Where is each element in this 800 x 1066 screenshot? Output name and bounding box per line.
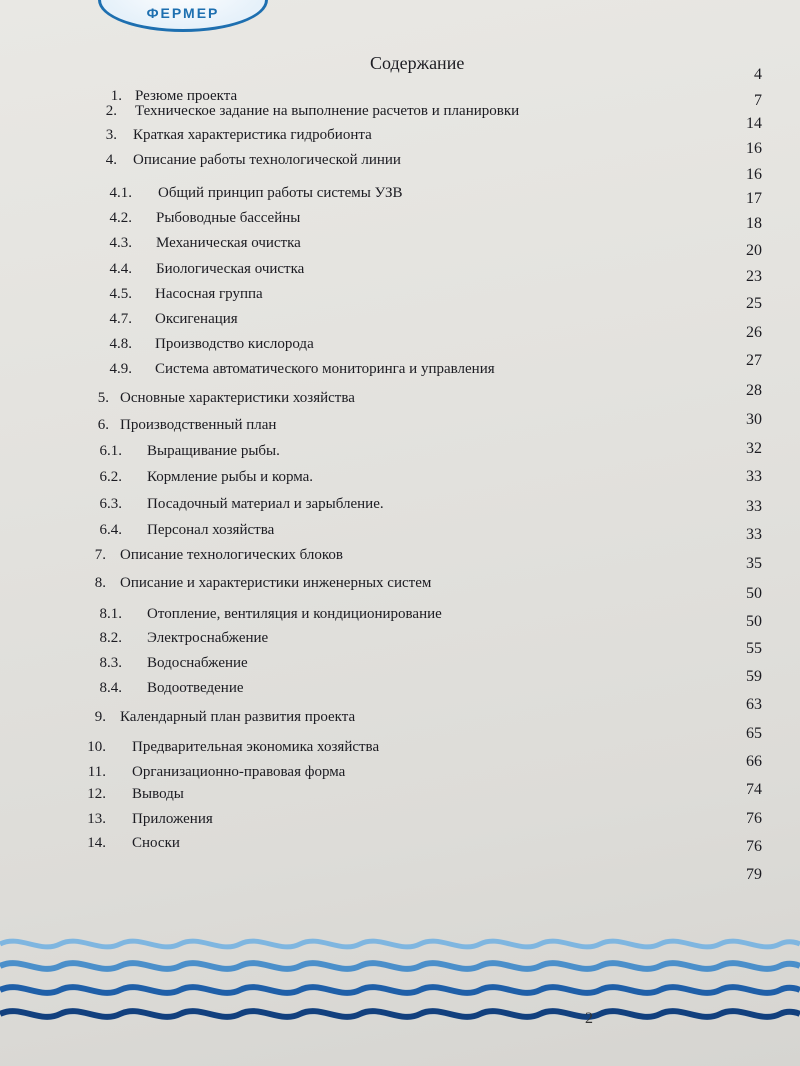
toc-entry-title: Производство кислорода: [155, 336, 314, 352]
toc-entry-title: Резюме проекта: [135, 88, 238, 104]
toc-entry-number: 5.: [97, 390, 109, 406]
toc-page-number: 7: [754, 92, 762, 109]
toc-entry-title: Кормление рыбы и корма.: [147, 469, 314, 485]
toc-entry-number: 4.8.: [109, 336, 132, 352]
toc-entry-number: 4.2.: [109, 210, 132, 226]
farmer-logo: [98, 0, 268, 32]
toc-entry-title: Описание работы технологической линии: [133, 152, 401, 168]
toc-entry-number: 7.: [94, 547, 106, 563]
toc-page-number: 23: [746, 268, 762, 285]
toc-entry-number: 4.5.: [109, 286, 132, 302]
toc-entry-number: 6.: [97, 417, 109, 433]
toc-page-number: 16: [746, 140, 762, 157]
toc-title: Содержание: [370, 53, 465, 73]
toc-entry-title: Выводы: [132, 786, 184, 802]
toc-page-number: 50: [746, 613, 762, 630]
toc-entry-title: Общий принцип работы системы УЗВ: [158, 185, 403, 201]
toc-page-number: 14: [746, 115, 762, 132]
toc-entry-number: 4.7.: [109, 311, 132, 327]
toc-entry-number: 6.4.: [99, 522, 122, 538]
toc-page-number: 4: [754, 66, 762, 83]
logo-text: ФЕРМЕР: [146, 5, 220, 21]
toc-page-number: 74: [746, 781, 762, 798]
toc-page-number: 32: [746, 440, 762, 457]
toc-entry-title: Сноски: [132, 835, 180, 851]
toc-entry-number: 4.1.: [109, 185, 132, 201]
toc-page-number: 26: [746, 324, 762, 341]
toc-entry-title: Краткая характеристика гидробионта: [133, 127, 372, 143]
toc-entry-title: Организационно-правовая форма: [132, 764, 346, 780]
toc-page-number: 18: [746, 215, 762, 232]
toc-entry-number: 13.: [87, 811, 106, 827]
toc-entry-title: Механическая очистка: [156, 235, 301, 251]
toc-entry-number: 8.3.: [99, 655, 122, 671]
toc-entry-title: Насосная группа: [155, 286, 263, 302]
toc-entry-number: 6.1.: [99, 443, 122, 459]
toc-entry-title: Водоснабжение: [147, 655, 248, 671]
toc-entry-number: 4.4.: [109, 261, 132, 277]
toc-entry-title: Посадочный материал и зарыбление.: [147, 496, 384, 512]
toc-page-number: 25: [746, 295, 762, 312]
toc-entry-title: Рыбоводные бассейны: [156, 210, 301, 226]
toc-page-number: 35: [746, 555, 762, 572]
toc-page-number: 79: [746, 866, 762, 883]
toc-entry-title: Система автоматического мониторинга и управления: [155, 361, 495, 377]
toc-entry-title: Биологическая очистка: [156, 261, 305, 277]
toc-page-number: 33: [746, 498, 762, 515]
toc-entry-number: 8.4.: [99, 680, 122, 696]
toc-entry-number: 8.2.: [99, 630, 122, 646]
toc-page-number: 59: [746, 668, 762, 685]
toc-page-number: 55: [746, 640, 762, 657]
toc-page-number: 27: [746, 352, 762, 369]
toc-entry-title: Основные характеристики хозяйства: [120, 390, 355, 406]
toc-entry-number: 6.2.: [99, 469, 122, 485]
toc-page-number: 76: [746, 838, 762, 855]
toc-entry-number: 9.: [94, 709, 106, 725]
toc-page-number: 76: [746, 810, 762, 827]
toc-entry-title: Персонал хозяйства: [147, 522, 275, 538]
toc-entry-title: Водоотведение: [147, 680, 244, 696]
toc-entry-number: 4.9.: [109, 361, 132, 377]
show-through-shadow: [110, 62, 114, 80]
toc-entry-title: Описание технологических блоков: [120, 547, 344, 563]
toc-entry-title: Выращивание рыбы.: [147, 443, 280, 459]
toc-page-number: 66: [746, 753, 762, 770]
toc-page-number: 17: [746, 190, 762, 207]
toc-entry-title: Предварительная экономика хозяйства: [132, 739, 380, 755]
toc-entry-title: Техническое задание на выполнение расчетов и планировки: [135, 103, 520, 119]
toc-entry-number: 10.: [87, 739, 106, 755]
toc-entry-title: Отопление, вентиляция и кондиционирование: [147, 606, 442, 622]
toc-entry-number: 2.: [105, 103, 117, 119]
toc-page-number: 33: [746, 526, 762, 543]
toc-entry-title: Приложения: [132, 811, 213, 827]
toc-entry-number: 3.: [105, 127, 117, 143]
toc-page-number: 16: [746, 166, 762, 183]
toc-entry-number: 4.: [105, 152, 117, 168]
toc-entry-number: 6.3.: [99, 496, 122, 512]
toc-page-number: 28: [746, 382, 762, 399]
toc-entry-number: 8.1.: [99, 606, 122, 622]
toc-page-number: 50: [746, 585, 762, 602]
toc-entry-number: 11.: [87, 764, 106, 780]
toc-entry-title: Оксигенация: [155, 311, 238, 327]
toc-entry-title: Описание и характеристики инженерных систем: [120, 575, 432, 591]
toc-entry-number: 4.3.: [109, 235, 132, 251]
toc-entry-number: 1.: [110, 88, 122, 104]
toc-page-number: 33: [746, 468, 762, 485]
toc-page-number: 20: [746, 242, 762, 259]
toc-entry-title: Календарный план развития проекта: [120, 709, 356, 725]
toc-entry-number: 8.: [94, 575, 106, 591]
toc-page-number: 65: [746, 725, 762, 742]
wave-decoration: [0, 930, 800, 1066]
toc-entry-title: Электроснабжение: [147, 630, 269, 646]
toc-entry-number: 14.: [87, 835, 106, 851]
footer-page-number: 2: [585, 1010, 593, 1027]
toc-entry-number: 12.: [87, 786, 106, 802]
toc-page-number: 30: [746, 411, 762, 428]
toc-page-number: 63: [746, 696, 762, 713]
toc-entry-title: Производственный план: [120, 417, 277, 433]
